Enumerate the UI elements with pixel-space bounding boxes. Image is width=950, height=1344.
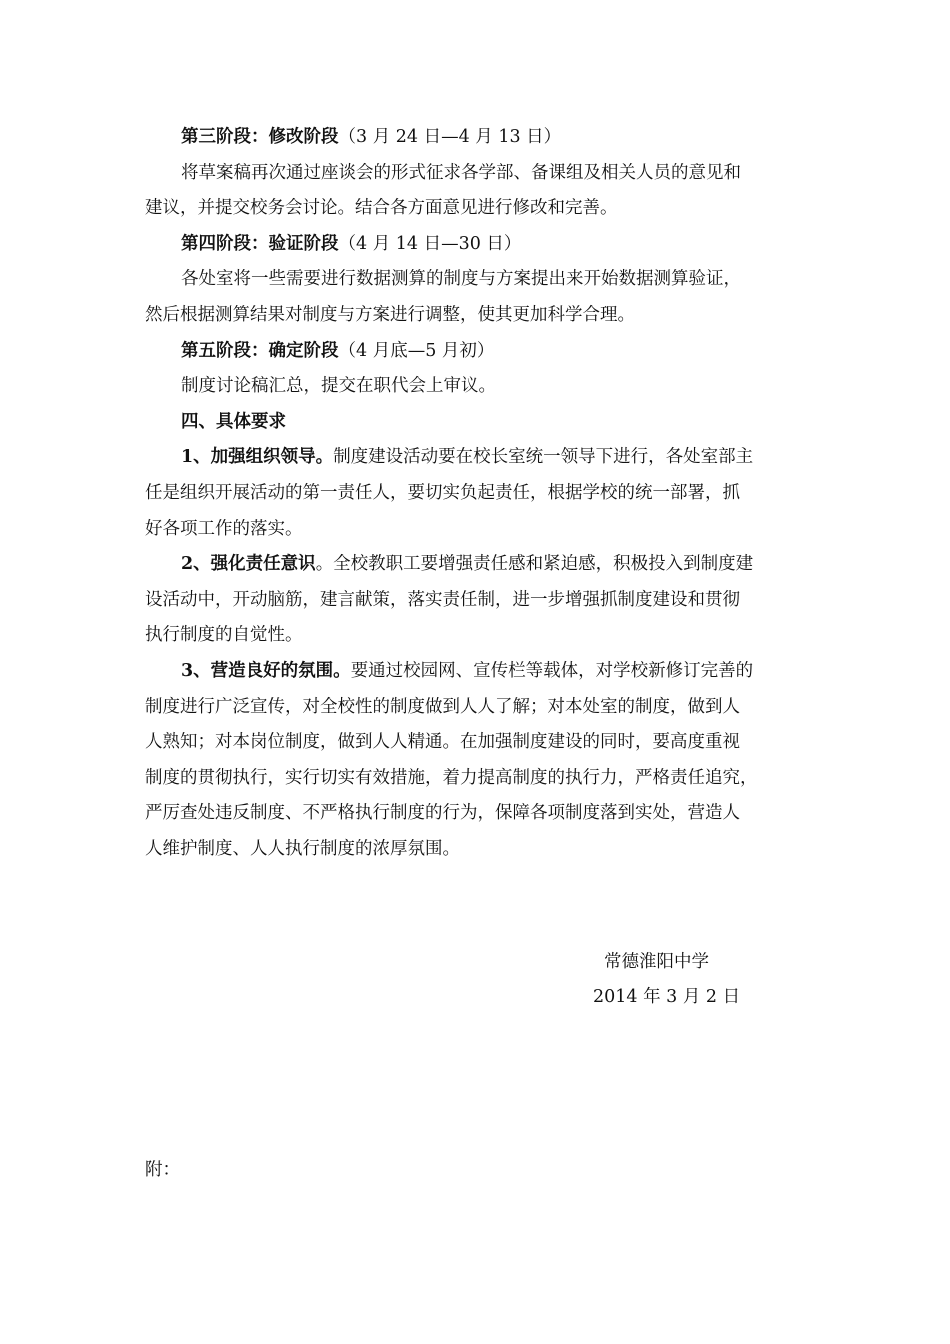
- appendix-label: 附：: [145, 1160, 180, 1180]
- document-body: [145, 120, 805, 867]
- stage3-heading: 第三阶段：修改阶段（3 月 24 日—4 月 13 日）: [181, 127, 562, 147]
- paragraph-line: 建议，并提交校务会讨论。结合各方面意见进行修改和完善。: [145, 198, 618, 219]
- paragraph-line: 执行制度的自觉性。: [145, 625, 303, 646]
- paragraph-line: 任是组织开展活动的第一责任人，要切实负起责任，根据学校的统一部署，抓: [145, 482, 740, 503]
- section-heading: 四、具体要求: [181, 411, 286, 432]
- paragraph-line: 然后根据测算结果对制度与方案进行调整，使其更加科学合理。: [145, 304, 635, 325]
- paragraph-line: 制度进行广泛宣传，对全校性的制度做到人人了解；对本处室的制度，做到人: [145, 696, 740, 717]
- paragraph-line: 设活动中，开动脑筋，建言献策，落实责任制，进一步增强抓制度建设和贯彻: [145, 589, 740, 610]
- requirement-1-first-line: 1、加强组织领导。制度建设活动要在校长室统一领导下进行，各处室部主: [181, 447, 754, 468]
- paragraph-line: 各处室将一些需要进行数据测算的制度与方案提出来开始数据测算验证，: [181, 269, 741, 290]
- stage4-heading: 第四阶段：验证阶段（4 月 14 日—30 日）: [181, 233, 522, 254]
- paragraph-line: 人熟知；对本岗位制度，做到人人精通。在加强制度建设的同时，要高度重视: [145, 732, 740, 753]
- requirement-2-first-line: 2、强化责任意识。全校教职工要增强责任感和紧迫感，积极投入到制度建: [181, 554, 754, 575]
- paragraph-line: 将草案稿再次通过座谈会的形式征求各学部、备课组及相关人员的意见和: [181, 162, 741, 183]
- paragraph-line: 严厉查处违反制度、不严格执行制度的行为，保障各项制度落到实处，营造人: [145, 803, 740, 824]
- signature-organization: 常德淮阳中学: [604, 952, 709, 972]
- paragraph-line: 人维护制度、人人执行制度的浓厚氛围。: [145, 838, 460, 859]
- signature-date: 2014 年 3 月 2 日: [593, 987, 741, 1007]
- paragraph-line: 制度讨论稿汇总，提交在职代会上审议。: [181, 376, 496, 397]
- paragraph-line: 制度的贯彻执行，实行切实有效措施，着力提高制度的执行力，严格责任追究，: [145, 767, 758, 788]
- paragraph-line: 好各项工作的落实。: [145, 518, 303, 539]
- stage5-heading: 第五阶段：确定阶段（4 月底—5 月初）: [181, 340, 495, 361]
- requirement-3-first-line: 3、营造良好的氛围。要通过校园网、宣传栏等载体，对学校新修订完善的: [181, 660, 754, 681]
